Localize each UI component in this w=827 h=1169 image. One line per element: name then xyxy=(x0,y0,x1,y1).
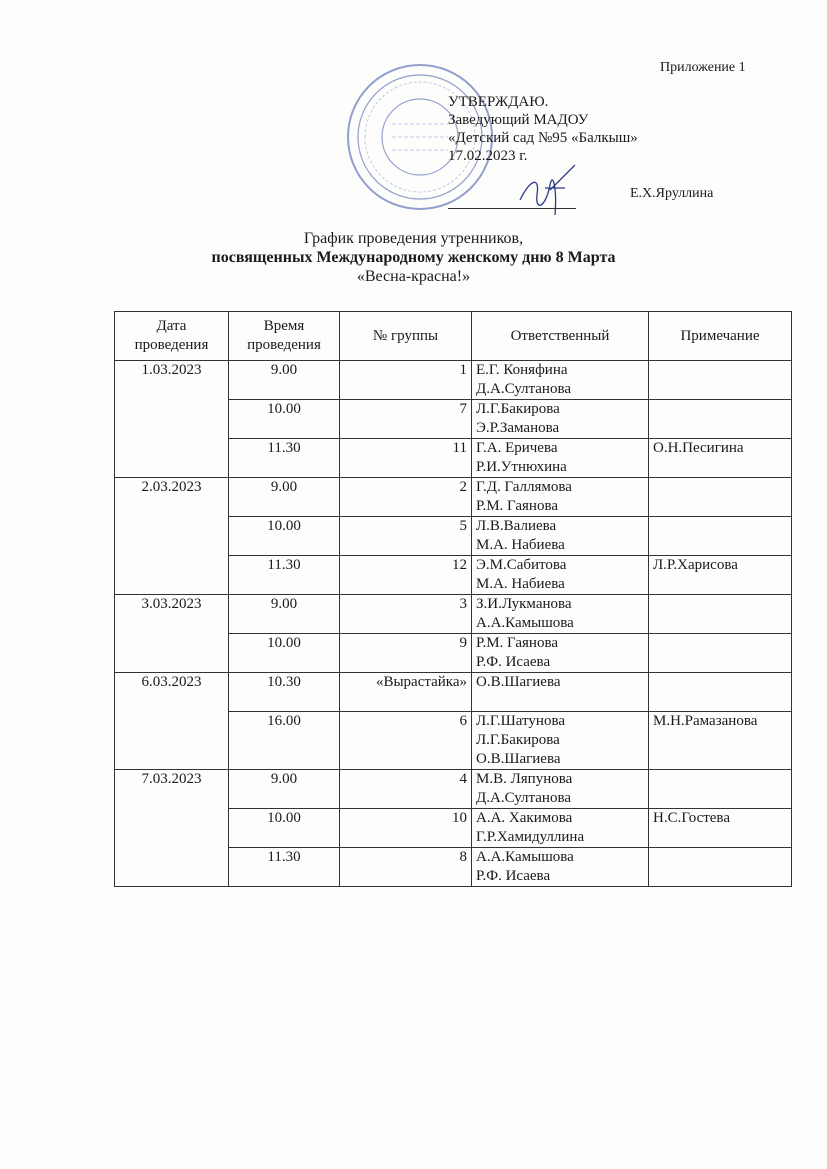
responsible-person: З.И.Лукманова xyxy=(476,596,572,612)
approve-title: УТВЕРЖДАЮ. xyxy=(448,94,549,110)
cell-group: 2 xyxy=(340,478,472,517)
header-date: Дата проведения xyxy=(115,312,229,361)
cell-responsible xyxy=(472,556,649,595)
cell-time: 16.00 xyxy=(229,712,340,770)
cell-note xyxy=(649,634,792,673)
cell-responsible xyxy=(472,400,649,439)
cell-responsible xyxy=(472,361,649,400)
responsible-person: Л.Г.Шатунова xyxy=(476,713,565,729)
appendix-label: Приложение 1 xyxy=(660,60,746,75)
header-group: № группы xyxy=(340,312,472,361)
cell-responsible xyxy=(472,673,649,712)
cell-note: О.Н.Песигина xyxy=(649,439,792,478)
cell-note xyxy=(649,595,792,634)
responsible-person: Р.И.Утнюхина xyxy=(476,459,567,475)
approver-name: Е.Х.Яруллина xyxy=(630,186,714,201)
cell-date: 2.03.2023 xyxy=(115,478,229,595)
table-row xyxy=(115,478,792,517)
table-row xyxy=(115,361,792,400)
title-line-2: посвященных Международному женскому дню 8 Марта xyxy=(211,249,616,266)
responsible-person: О.В.Шагиева xyxy=(476,674,561,690)
schedule-body xyxy=(115,361,792,887)
header-time: Время проведения xyxy=(229,312,340,361)
cell-group: «Вырастайка» xyxy=(340,673,472,712)
cell-time: 11.30 xyxy=(229,439,340,478)
approval-date: 17.02.2023 г. xyxy=(448,148,528,164)
cell-date: 1.03.2023 xyxy=(115,361,229,478)
cell-date: 6.03.2023 xyxy=(115,673,229,770)
table-row xyxy=(115,673,792,712)
cell-note xyxy=(649,848,792,887)
cell-responsible xyxy=(472,439,649,478)
responsible-person: Р.Ф. Исаева xyxy=(476,868,551,884)
cell-time: 10.00 xyxy=(229,400,340,439)
table-row xyxy=(115,770,792,809)
cell-note xyxy=(649,673,792,712)
cell-note: М.Н.Рамазанова xyxy=(649,712,792,770)
cell-group: 12 xyxy=(340,556,472,595)
signature xyxy=(515,160,585,220)
cell-time: 9.00 xyxy=(229,478,340,517)
cell-note xyxy=(649,770,792,809)
header-note: Примечание xyxy=(649,312,792,361)
responsible-person: Д.А.Султанова xyxy=(476,381,571,397)
cell-responsible xyxy=(472,634,649,673)
title-line-1: График проведения утренников, xyxy=(303,230,524,247)
cell-time: 9.00 xyxy=(229,595,340,634)
cell-time: 9.00 xyxy=(229,770,340,809)
cell-group: 9 xyxy=(340,634,472,673)
cell-group: 5 xyxy=(340,517,472,556)
responsible-person: Э.М.Сабитова xyxy=(476,557,567,573)
responsible-person: Э.Р.Заманова xyxy=(476,420,560,436)
cell-note xyxy=(649,400,792,439)
responsible-person: Р.Ф. Исаева xyxy=(476,654,551,670)
responsible-person: А.А. Хакимова xyxy=(476,810,573,826)
cell-responsible xyxy=(472,517,649,556)
responsible-person: Р.М. Гаянова xyxy=(476,635,558,651)
responsible-person: Р.М. Гаянова xyxy=(476,498,558,514)
cell-time: 10.00 xyxy=(229,809,340,848)
responsible-person: А.А.Камышова xyxy=(476,849,574,865)
cell-group: 7 xyxy=(340,400,472,439)
cell-note xyxy=(649,517,792,556)
responsible-person: Г.А. Еричева xyxy=(476,440,558,456)
cell-time: 10.00 xyxy=(229,517,340,556)
cell-group: 10 xyxy=(340,809,472,848)
cell-note: Л.Р.Харисова xyxy=(649,556,792,595)
cell-note xyxy=(649,361,792,400)
cell-note xyxy=(649,478,792,517)
schedule-table xyxy=(114,311,792,887)
table-header-row xyxy=(115,312,792,361)
cell-responsible xyxy=(472,595,649,634)
cell-responsible xyxy=(472,770,649,809)
cell-group: 8 xyxy=(340,848,472,887)
cell-time: 10.30 xyxy=(229,673,340,712)
responsible-person: Л.Г.Бакирова xyxy=(476,401,560,417)
cell-date: 7.03.2023 xyxy=(115,770,229,887)
responsible-person: Г.Р.Хамидуллина xyxy=(476,829,585,845)
responsible-person: О.В.Шагиева xyxy=(476,751,561,767)
cell-date: 3.03.2023 xyxy=(115,595,229,673)
signature-line xyxy=(448,208,576,209)
cell-responsible xyxy=(472,712,649,770)
cell-group: 6 xyxy=(340,712,472,770)
document-title xyxy=(0,229,827,286)
responsible-person: Д.А.Султанова xyxy=(476,790,571,806)
responsible-person: Л.В.Валиева xyxy=(476,518,557,534)
cell-time: 9.00 xyxy=(229,361,340,400)
responsible-person: Е.Г. Коняфина xyxy=(476,362,568,378)
cell-responsible xyxy=(472,848,649,887)
cell-group: 1 xyxy=(340,361,472,400)
cell-group: 4 xyxy=(340,770,472,809)
cell-time: 10.00 xyxy=(229,634,340,673)
table-row xyxy=(115,595,792,634)
responsible-person: М.А. Набиева xyxy=(476,576,565,592)
cell-time: 11.30 xyxy=(229,848,340,887)
cell-group: 11 xyxy=(340,439,472,478)
cell-note: Н.С.Гостева xyxy=(649,809,792,848)
approver-position: Заведующий МАДОУ xyxy=(448,112,589,128)
header-responsible: Ответственный xyxy=(472,312,649,361)
responsible-person: М.А. Набиева xyxy=(476,537,565,553)
cell-responsible xyxy=(472,809,649,848)
responsible-person: Г.Д. Галлямова xyxy=(476,479,572,495)
responsible-person: А.А.Камышова xyxy=(476,615,574,631)
cell-time: 11.30 xyxy=(229,556,340,595)
responsible-person: М.В. Ляпунова xyxy=(476,771,573,787)
responsible-person: Л.Г.Бакирова xyxy=(476,732,560,748)
organization-name: «Детский сад №95 «Балкыш» xyxy=(448,130,638,146)
cell-responsible xyxy=(472,478,649,517)
title-line-3: «Весна-красна!» xyxy=(356,268,471,285)
cell-group: 3 xyxy=(340,595,472,634)
responsible-person xyxy=(476,692,644,711)
